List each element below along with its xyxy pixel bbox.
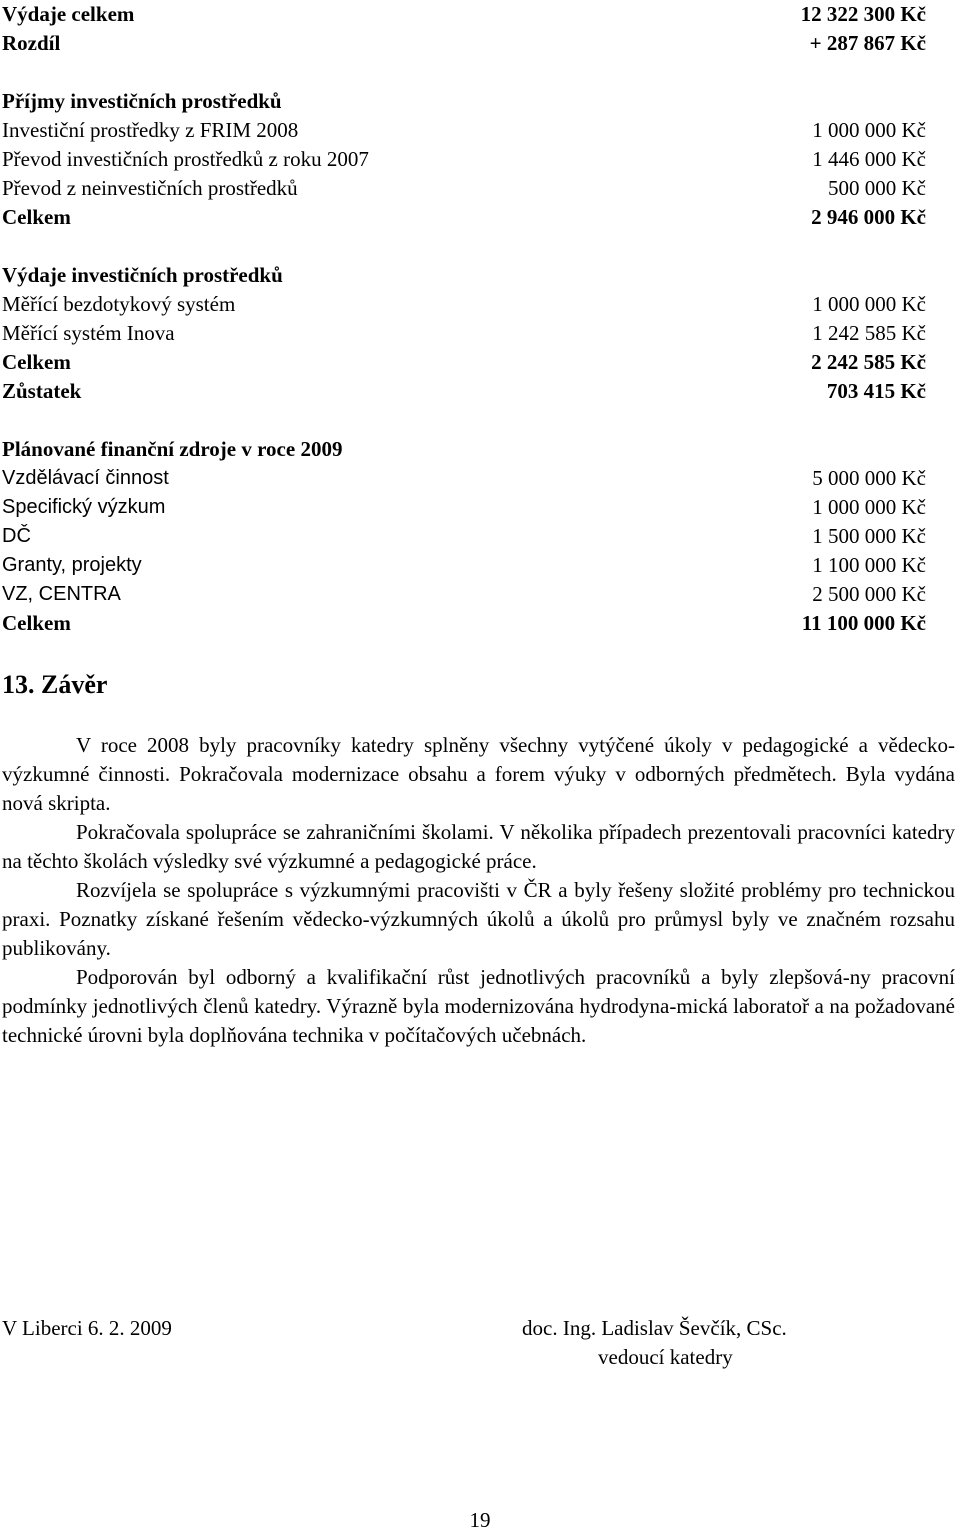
section-heading: Plánované finanční zdroje v roce 2009 xyxy=(2,437,343,461)
section-heading: Příjmy investičních prostředků xyxy=(2,89,282,113)
row-amount: 2 242 585 Kč xyxy=(811,350,926,374)
investment-balance xyxy=(2,377,926,406)
row-amount: 1 242 585 Kč xyxy=(812,321,926,345)
page-number: 19 xyxy=(469,1508,491,1532)
row-label: Rozdíl xyxy=(2,31,61,55)
row-amount: 1 000 000 Kč xyxy=(812,495,926,519)
investment-expenses-row xyxy=(2,319,926,348)
row-label: VZ, CENTRA xyxy=(2,583,121,605)
planned-sources-row xyxy=(2,580,926,609)
investment-income-heading xyxy=(2,87,926,116)
row-amount: 1 100 000 Kč xyxy=(812,553,926,577)
section-heading: Výdaje investičních prostředků xyxy=(2,263,283,287)
row-amount: 2 500 000 Kč xyxy=(812,582,926,606)
row-amount: 1 446 000 Kč xyxy=(812,147,926,171)
conclusion-heading: 13. Závěr xyxy=(2,670,108,699)
planned-sources-row xyxy=(2,522,926,551)
investment-expenses-row xyxy=(2,290,926,319)
conclusion-paragraph: Rozvíjela se spolupráce s výzkumnými pracovišti v ČR a byly řešeny složité problémy pro technickou praxi. Poznatky získané řešením vědecko-výzkumných úkolů a úkolů pro průmysl byly ve značném rozsahu publikovány. xyxy=(2,878,955,960)
investment-income-total xyxy=(2,203,926,232)
conclusion-paragraph: Pokračovala spolupráce se zahraničními školami. V několika případech prezentovali pracovníci katedry na těchto školách výsledky své výzkumné a pedagogické práce. xyxy=(2,820,955,873)
row-amount: 1 000 000 Kč xyxy=(812,292,926,316)
investment-income-row xyxy=(2,116,926,145)
row-amount: 5 000 000 Kč xyxy=(812,466,926,490)
row-label: Měřící bezdotykový systém xyxy=(2,292,236,316)
planned-sources-row xyxy=(2,551,926,580)
signatory-name: doc. Ing. Ladislav Ševčík, CSc. xyxy=(522,1316,787,1340)
row-amount: 1 500 000 Kč xyxy=(812,524,926,548)
investment-income-row xyxy=(2,145,926,174)
summary-row-expenses-total xyxy=(2,0,926,29)
row-label: DČ xyxy=(2,525,31,547)
investment-expenses-heading xyxy=(2,261,926,290)
row-amount: 1 000 000 Kč xyxy=(812,118,926,142)
row-amount: + 287 867 Kč xyxy=(809,31,926,55)
planned-sources-row xyxy=(2,464,926,493)
row-label: Převod z neinvestičních prostředků xyxy=(2,176,298,200)
row-label: Vzdělávací činnost xyxy=(2,467,169,489)
row-amount: 500 000 Kč xyxy=(828,176,926,200)
planned-sources-total xyxy=(2,609,926,638)
row-label: Převod investičních prostředků z roku 2007 xyxy=(2,147,369,171)
investment-income-row xyxy=(2,174,926,203)
row-label: Granty, projekty xyxy=(2,554,142,576)
row-amount: 2 946 000 Kč xyxy=(811,205,926,229)
row-label: Výdaje celkem xyxy=(2,2,135,26)
row-label: Celkem xyxy=(2,611,71,635)
summary-row-difference xyxy=(2,29,926,58)
row-label: Specifický výzkum xyxy=(2,496,166,518)
row-label: Celkem xyxy=(2,205,71,229)
planned-sources-row xyxy=(2,493,926,522)
row-amount: 703 415 Kč xyxy=(826,379,926,403)
signatory-role: vedoucí katedry xyxy=(598,1345,733,1369)
investment-expenses-total xyxy=(2,348,926,377)
planned-sources-heading xyxy=(2,435,926,464)
row-label: Celkem xyxy=(2,350,71,374)
row-label: Zůstatek xyxy=(2,379,82,403)
row-label: Měřící systém Inova xyxy=(2,321,175,345)
row-amount: 11 100 000 Kč xyxy=(801,611,926,635)
row-label: Investiční prostředky z FRIM 2008 xyxy=(2,118,299,142)
conclusion-paragraph: V roce 2008 byly pracovníky katedry splněny všechny vytýčené úkoly v pedagogické a vědecko-výzkumné činnosti. Pokračovala modernizace obsahu a forem výuky v odborných předmětech. Byla vydána nová skripta. xyxy=(2,733,955,815)
conclusion-paragraph: Podporován byl odborný a kvalifikační růst jednotlivých pracovníků a byly zlepšová-ny pracovní podmínky jednotlivých členů katedry. Výrazně byla modernizována hydrodyna-mická laboratoř a na požadované technické úrovni byla doplňována technika v počítačových učebnách. xyxy=(2,965,955,1047)
place-date: V Liberci 6. 2. 2009 xyxy=(2,1316,172,1340)
row-amount: 12 322 300 Kč xyxy=(800,2,926,26)
